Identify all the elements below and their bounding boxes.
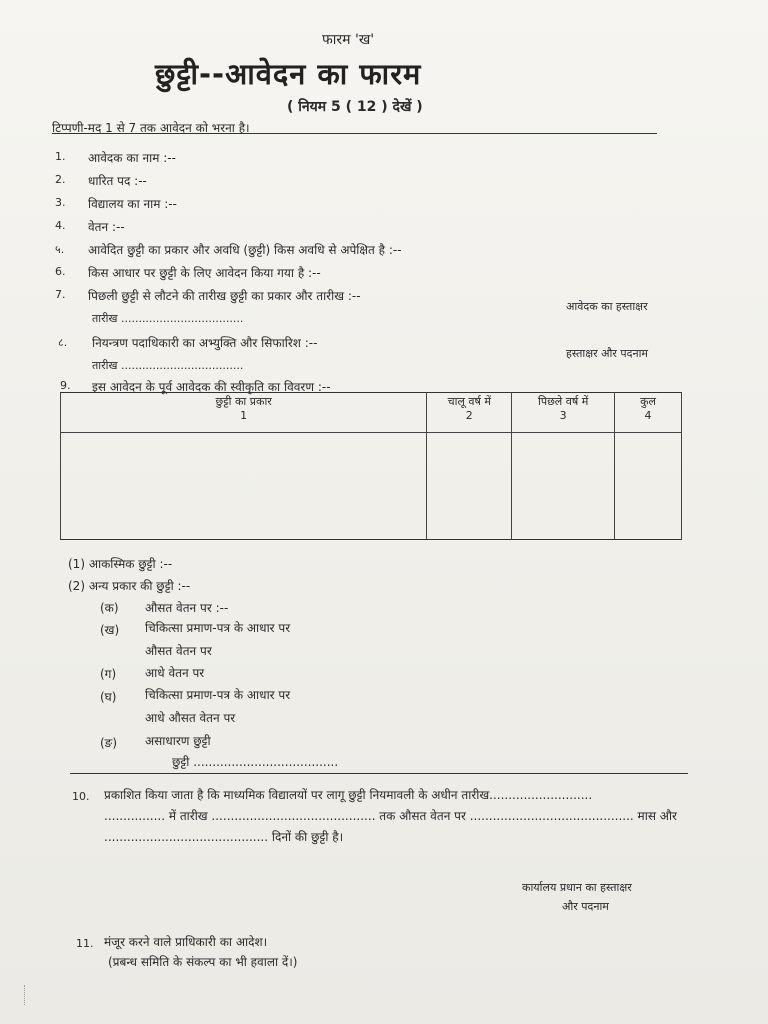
header-number: 4 [644, 409, 652, 422]
salary-field: वेतन :-- [88, 220, 125, 234]
item-number: 1. [55, 150, 66, 163]
header-label: छुट्टी का प्रकार [215, 395, 272, 408]
post-held-field: धारित पद :-- [88, 174, 147, 188]
sanction-statement-line: ........................................... दिनों की छुट्टी है। [104, 830, 344, 844]
date-line: तारीख ................................... [92, 359, 244, 372]
casual-leave-label: (1) आकस्मिक छुट्टी :-- [68, 557, 173, 571]
list-marker: (ख) [100, 623, 120, 637]
item-number: 10. [72, 790, 90, 803]
page-edge-mark [24, 985, 31, 1005]
sanction-statement-line: ................ में तारीख ........................................... तक औसत वेतन पर ........................................... मास और [104, 809, 677, 823]
item-number: 9. [60, 379, 71, 392]
table-header-leave-type [61, 393, 427, 433]
sanctioning-authority-order-label: मंजूर करने वाले प्राधिकारी का आदेश। [104, 935, 268, 949]
table-cell [427, 433, 512, 540]
item-number: 11. [76, 937, 94, 950]
header-number: 2 [465, 409, 473, 422]
header-number: 1 [240, 409, 248, 422]
list-marker: (ग) [100, 667, 117, 681]
leave-type-period-field: आवेदित छुट्टी का प्रकार और अवधि (छुट्टी) किस अवधि से अपेक्षित है :-- [88, 243, 402, 257]
table-cell [61, 433, 427, 540]
item-number: ५. [55, 243, 65, 256]
sanction-statement-line: प्रकाशित किया जाता है कि माध्यमिक विद्यालयों पर लागू छुट्टी नियमावली के अधीन तारीख........................... [104, 788, 593, 802]
half-pay-leave-label: आधे वेतन पर [145, 666, 205, 680]
average-pay-label: औसत वेतन पर [145, 644, 212, 658]
leave-dotted-line: छुट्टी ...................................... [172, 755, 339, 769]
controlling-officer-remarks-field: नियन्त्रण पदाधिकारी का अभ्युक्ति और सिफारिश :-- [92, 336, 318, 350]
header-label: चालू वर्ष में [447, 395, 491, 408]
school-name-field: विद्यालय का नाम :-- [88, 197, 177, 211]
office-head-signature-label: कार्यालय प्रधान का हस्ताक्षर [522, 881, 632, 894]
section-divider [70, 773, 688, 774]
item-number: 6. [55, 265, 66, 278]
extraordinary-leave-label: असाधारण छुट्टी [145, 734, 211, 748]
applicant-name-field: आवेदक का नाम :-- [88, 151, 176, 165]
header-label: कुल [640, 395, 656, 408]
table-cell [615, 433, 682, 540]
medical-certificate-label: चिकित्सा प्रमाण-पत्र के आधार पर [145, 621, 291, 635]
header-divider [52, 133, 657, 134]
item-number: 7. [55, 288, 66, 301]
table-header-current-year [427, 393, 512, 433]
table-row [61, 433, 682, 540]
signature-designation-label: हस्ताक्षर और पदनाम [566, 347, 648, 360]
header-label: पिछले वर्ष में [537, 395, 589, 408]
leave-details-table [60, 392, 682, 540]
table-header-total [615, 393, 682, 433]
table-header-previous-year [512, 393, 615, 433]
previous-sanction-details-label: इस आवेदन के पूर्व आवेदक की स्वीकृति का विवरण :-- [92, 380, 331, 394]
office-head-designation-label: और पदनाम [562, 900, 609, 913]
list-marker: (घ) [100, 690, 117, 704]
half-average-pay-label: आधे औसत वेतन पर [145, 711, 236, 725]
date-line: तारीख ................................... [92, 312, 244, 325]
other-leave-label: (2) अन्य प्रकार की छुट्टी :-- [68, 579, 191, 593]
average-pay-leave-label: औसत वेतन पर :-- [145, 601, 229, 615]
list-marker: (क) [100, 601, 119, 615]
leave-reason-field: किस आधार पर छुट्टी के लिए आवेदन किया गया है :-- [88, 266, 321, 280]
item-number: 4. [55, 219, 66, 232]
rule-reference: ( नियम 5 ( 12 ) देखें ) [287, 99, 423, 115]
item-number: 3. [55, 196, 66, 209]
instruction-note: टिप्पणी-मद 1 से 7 तक आवेदन को भरना है। [52, 121, 250, 135]
committee-resolution-note: (प्रबन्ध समिति के संकल्प का भी हवाला दें।) [108, 955, 298, 969]
item-number: 2. [55, 173, 66, 186]
list-marker: (ङ) [100, 736, 118, 750]
item-number: ८. [58, 336, 68, 349]
applicant-signature-label: आवेदक का हस्ताक्षर [566, 300, 648, 313]
previous-leave-field: पिछली छुट्टी से लौटने की तारीख छुट्टी का प्रकार और तारीख :-- [88, 289, 361, 303]
page-title: छुट्टी--आवेदन का फारम [155, 57, 422, 91]
medical-certificate-label: चिकित्सा प्रमाण-पत्र के आधार पर [145, 688, 291, 702]
header-number: 3 [559, 409, 567, 422]
form-label: फारम 'ख' [322, 32, 375, 48]
table-cell [512, 433, 615, 540]
